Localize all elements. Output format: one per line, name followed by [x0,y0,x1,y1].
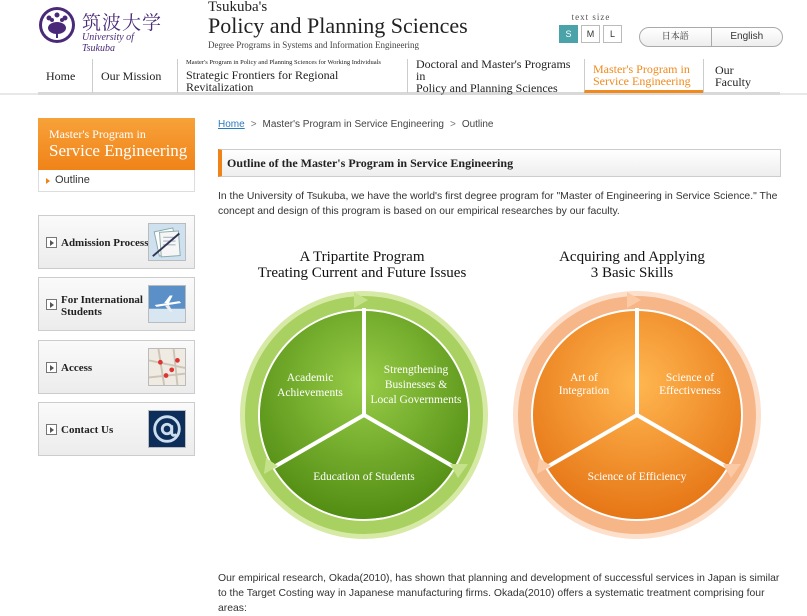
sidebar-admission-process[interactable] [38,215,195,269]
segment-strengthening-line2: Businesses & [384,379,448,391]
segment-effectiveness-line2: Effectiveness [659,385,721,397]
map-icon [148,348,186,386]
documents-icon [148,223,186,261]
arrow-right-icon [46,362,57,373]
site-title-line1: Tsukuba's [208,0,268,15]
segment-academic-line1: Academic [286,372,334,384]
segment-art-of-integration-line2: Integration [558,385,610,397]
access-label: Access [61,362,93,374]
page-title: Outline of the Master's Program in Service Engineering [218,149,781,177]
breadcrumb-home-link[interactable]: Home [218,119,245,130]
basic-skills-title [512,249,752,281]
admission-process-label: Admission Process [61,237,149,249]
breadcrumb-current: Outline [461,119,494,130]
nav-doctoral-label-2: Policy and Planning Sciences [416,81,558,95]
text-size-label: text size [571,12,611,22]
intro-paragraph: In the University of Tsukuba, we have the world's first degree program for "Master of Engineering in Service Science." The concept and design of this program is based on our empirical researches by our faculty. [218,191,778,217]
sidebar-program-header[interactable] [38,118,195,170]
site-title-line2: Policy and Planning Sciences [208,13,468,38]
sidebar-international-students[interactable] [38,277,195,331]
segment-education: Education of Students [313,471,415,483]
nav-our-mission[interactable] [92,59,177,93]
segment-effectiveness-line1: Science of [665,372,715,384]
at-sign-icon [148,410,186,448]
nav-regional-label: Strategic Frontiers for Regional Revitalization [186,68,339,94]
segment-art-of-integration-line1: Art of [570,372,598,384]
text-size-small-button[interactable]: S [559,25,578,43]
sidebar-contact-us[interactable] [38,402,195,456]
chevron-right-icon: > [250,119,257,130]
research-paragraph: Our empirical research, Okada(2010), has shown that planning and development of successful services in Japan is similar to the Target Costing way in Japanese manufacturing firms. Okada(2010) offers a systematic treatment comprising four areas: [218,573,780,614]
sidebar-head-line1: Master's Program in [49,127,146,141]
nav-service-label-2: Service Engineering [593,73,691,88]
segment-strengthening-line1: Strengthening [383,364,449,376]
nav-our-faculty-label: Our Faculty [715,63,751,89]
text-size-control [559,12,623,43]
logo-english-text: University of Tsukuba [82,32,134,54]
tripartite-title-line1: A Tripartite Program [299,249,425,265]
breadcrumb [218,119,494,130]
main-nav [38,59,780,95]
lang-english-button[interactable]: English [730,31,764,42]
segment-strengthening-line3: Local Governments [370,394,462,406]
basic-skills-title-line1: Acquiring and Applying [559,249,705,265]
tripartite-title-line2: Treating Current and Future Issues [257,265,467,281]
language-switcher [639,27,783,47]
basic-skills-diagram [512,286,762,544]
site-header [0,0,807,58]
international-students-label: For International Students [61,294,143,318]
segment-efficiency: Science of Efficiency [587,471,687,483]
lang-japanese-button[interactable]: 日本語 [640,28,712,46]
segment-academic-line2: Achievements [277,387,343,399]
tripartite-program-diagram [236,286,492,544]
site-subtitle: Degree Programs in Systems and Information Engineering [208,40,419,50]
airplane-icon [148,285,186,323]
basic-skills-title-line2: 3 Basic Skills [590,265,674,281]
logo-japanese-text: 筑波大学 [82,12,163,34]
text-size-medium-button[interactable]: M [581,25,600,43]
nav-regional-revitalization[interactable] [177,59,407,93]
nav-our-mission-label: Our Mission [101,69,162,83]
nav-home[interactable] [38,59,92,93]
sidebar-item-outline[interactable]: Outline [38,170,195,192]
site-title[interactable] [208,0,468,51]
sidebar-access[interactable] [38,340,195,394]
nav-service-label-1: Master's Program in [593,61,690,76]
nav-service-engineering[interactable] [584,59,703,93]
nav-doctoral-label-1: Doctoral and Master's Programs in [416,57,571,83]
nav-our-faculty[interactable] [703,59,780,93]
arrow-right-icon [46,237,57,248]
tripartite-title [232,249,492,281]
nav-regional-small-label: Master's Program in Policy and Planning Sciences for Working Individuals [186,59,381,66]
chevron-right-icon: > [449,119,456,130]
text-size-large-button[interactable]: L [603,25,622,43]
nav-doctoral-masters[interactable] [407,59,584,93]
university-logo[interactable] [38,6,168,54]
paulownia-crest-icon [38,6,76,44]
sidebar-head-line2: Service Engineering [49,141,188,160]
arrow-right-icon [46,424,57,435]
arrow-right-icon [46,299,57,310]
contact-us-label: Contact Us [61,424,114,436]
breadcrumb-level2: Master's Program in Service Engineering [262,119,444,130]
nav-home-label: Home [46,69,76,83]
